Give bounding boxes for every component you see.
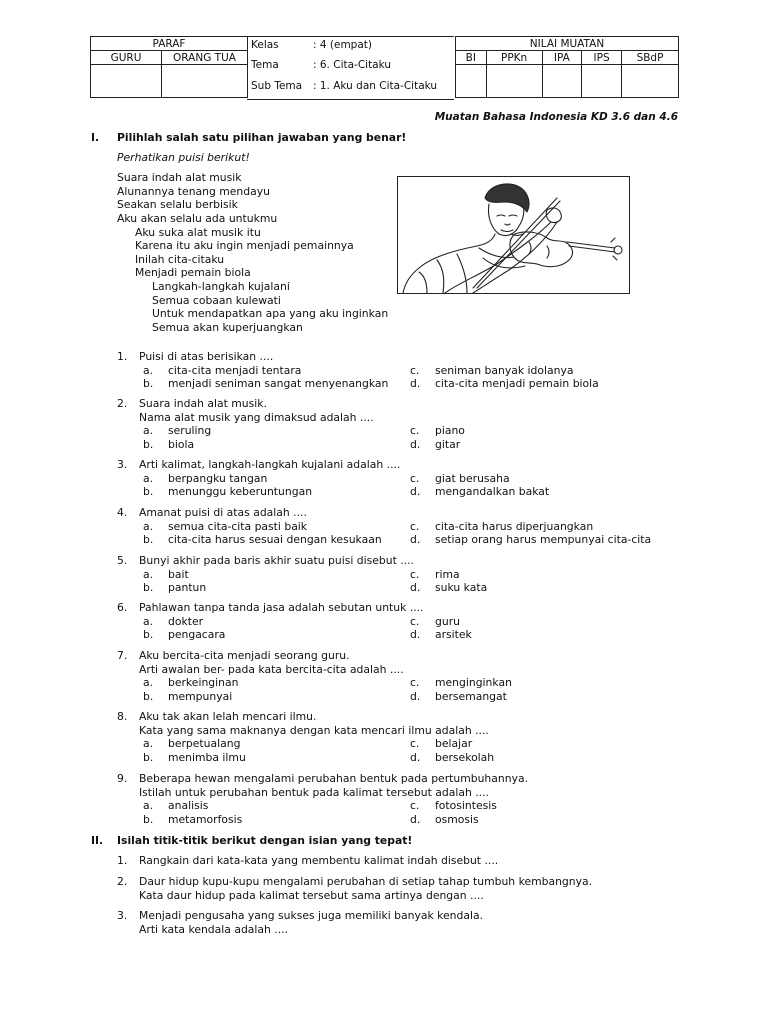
guru-signature-cell[interactable]: [91, 65, 162, 98]
option-b[interactable]: mempunyai: [168, 689, 233, 703]
question-number: 9.: [117, 772, 128, 785]
option-letter-d: d.: [410, 689, 421, 703]
subtema-label: Sub Tema: [251, 80, 303, 92]
violinist-illustration: [397, 176, 630, 294]
question-text: Beberapa hewan mengalami perubahan bentuk pada pertumbuhannya.: [139, 772, 529, 785]
option-letter-a: a.: [143, 614, 154, 628]
tema-row: [251, 58, 391, 72]
question-text: Arti kalimat, langkah-langkah kujalani adalah ....: [139, 458, 401, 471]
option-letter-c: c.: [410, 519, 420, 533]
paraf-heading: PARAF: [91, 37, 248, 51]
paraf-table: [90, 36, 248, 98]
option-d[interactable]: cita-cita menjadi pemain biola: [435, 377, 599, 390]
kelas-label: Kelas: [251, 39, 279, 51]
option-b[interactable]: metamorfosis: [168, 812, 243, 826]
option-letter-b: b.: [143, 812, 154, 826]
option-a[interactable]: cita-cita menjadi tentara: [168, 363, 302, 377]
option-c[interactable]: fotosintesis: [435, 799, 497, 812]
question-text: Kata daur hidup pada kalimat tersebut sama artinya dengan ....: [139, 888, 484, 902]
option-letter-d: d.: [410, 377, 421, 390]
option-c[interactable]: guru: [435, 614, 460, 628]
option-letter-d: d.: [410, 628, 421, 641]
question-text: Arti kata kendala adalah ....: [139, 922, 289, 936]
subtema-value: : 1. Aku dan Cita-Citaku: [313, 80, 438, 92]
option-d[interactable]: osmosis: [435, 812, 479, 826]
question-text: Suara indah alat musik.: [139, 397, 267, 410]
question-text: Arti awalan ber- pada kata bercita-cita adalah ....: [139, 662, 404, 676]
nilai-muatan-table: [455, 36, 679, 98]
option-c[interactable]: cita-cita harus diperjuangkan: [435, 519, 594, 533]
option-letter-b: b.: [143, 581, 154, 594]
orang-tua-signature-cell[interactable]: [162, 65, 248, 98]
question-text: Aku tak akan lelah mencari ilmu.: [139, 710, 317, 723]
option-a[interactable]: berkeinginan: [168, 676, 239, 689]
question-text: Pahlawan tanpa tanda jasa adalah sebutan untuk ....: [139, 601, 424, 614]
option-a[interactable]: bait: [168, 567, 189, 581]
option-letter-d: d.: [410, 581, 421, 594]
kelas-value: : 4 (empat): [313, 39, 372, 51]
option-b[interactable]: menimba ilmu: [168, 750, 246, 764]
poem-line: Semua akan kuperjuangkan: [152, 321, 303, 334]
option-d[interactable]: gitar: [435, 437, 461, 451]
question-number: 6.: [117, 601, 128, 614]
option-letter-a: a.: [143, 519, 154, 533]
score-cell-ppkn[interactable]: [486, 65, 542, 98]
option-letter-b: b.: [143, 689, 154, 703]
question-text: Istilah untuk perubahan bentuk pada kalimat tersebut adalah ....: [139, 785, 489, 799]
option-a[interactable]: seruling: [168, 424, 212, 437]
option-letter-a: a.: [143, 737, 154, 750]
option-d[interactable]: setiap orang harus mempunyai cita-cita: [435, 533, 652, 546]
score-cell-ipa[interactable]: [542, 65, 582, 98]
option-b[interactable]: pengacara: [168, 628, 226, 641]
poem-line: Suara indah alat musik: [117, 171, 242, 184]
poem-instruction: Perhatikan puisi berikut!: [117, 151, 250, 164]
option-letter-a: a.: [143, 471, 154, 485]
poem-line: Untuk mendapatkan apa yang aku inginkan: [152, 307, 389, 320]
option-d[interactable]: arsitek: [435, 628, 472, 641]
option-b[interactable]: pantun: [168, 581, 207, 594]
option-letter-c: c.: [410, 567, 420, 581]
question-number: 8.: [117, 710, 128, 723]
option-letter-c: c.: [410, 363, 420, 377]
option-a[interactable]: berpetualang: [168, 737, 241, 750]
score-cell-ips[interactable]: [582, 65, 622, 98]
class-info-box: [247, 36, 454, 100]
option-b[interactable]: menjadi seniman sangat menyenangkan: [168, 377, 389, 390]
section1-title: Pilihlah salah satu pilihan jawaban yang benar!: [117, 131, 407, 144]
option-letter-c: c.: [410, 424, 420, 437]
option-c[interactable]: rima: [435, 567, 460, 581]
guru-heading: GURU: [91, 51, 162, 65]
subject-ips: IPS: [582, 51, 622, 65]
question-number: 3.: [117, 458, 128, 471]
option-letter-c: c.: [410, 471, 420, 485]
poem-line: Aku suka alat musik itu: [135, 226, 261, 239]
option-letter-a: a.: [143, 567, 154, 581]
option-letter-a: a.: [143, 363, 154, 377]
option-b[interactable]: cita-cita harus sesuai dengan kesukaan: [168, 533, 382, 546]
option-letter-b: b.: [143, 533, 154, 546]
section2-title: Isilah titik-titik berikut dengan isian yang tepat!: [117, 834, 413, 847]
option-c[interactable]: menginginkan: [435, 676, 512, 689]
option-d[interactable]: bersekolah: [435, 750, 495, 764]
option-c[interactable]: belajar: [435, 737, 473, 750]
question-text: Menjadi pengusaha yang sukses juga memiliki banyak kendala.: [139, 909, 484, 922]
question-number: 1.: [117, 854, 128, 867]
option-letter-c: c.: [410, 676, 420, 689]
option-c[interactable]: giat berusaha: [435, 471, 510, 485]
question-text: Puisi di atas berisikan ....: [139, 350, 274, 363]
option-letter-b: b.: [143, 377, 154, 390]
question-text: Amanat puisi di atas adalah ....: [139, 506, 307, 519]
poem-line: Aku akan selalu ada untukmu: [117, 212, 278, 225]
question-text: Rangkain dari kata-kata yang membentu kalimat indah disebut ....: [139, 854, 499, 867]
option-b[interactable]: menunggu keberuntungan: [168, 485, 313, 498]
poem-line: Inilah cita-citaku: [135, 253, 225, 266]
nilai-muatan-heading: NILAI MUATAN: [456, 37, 679, 51]
score-cell-sbdp[interactable]: [622, 65, 679, 98]
subject-ipa: IPA: [542, 51, 582, 65]
option-b[interactable]: biola: [168, 437, 195, 451]
question-text: Bunyi akhir pada baris akhir suatu puisi disebut ....: [139, 554, 414, 567]
tema-label: Tema: [251, 59, 279, 71]
option-d[interactable]: mengandalkan bakat: [435, 485, 550, 498]
subtema-row: [251, 79, 437, 93]
score-cell-bi[interactable]: [456, 65, 487, 98]
question-number: 7.: [117, 649, 128, 662]
option-c[interactable]: piano: [435, 424, 465, 437]
option-a[interactable]: berpangku tangan: [168, 471, 268, 485]
option-a[interactable]: semua cita-cita pasti baik: [168, 519, 308, 533]
option-letter-c: c.: [410, 614, 420, 628]
question-number: 3.: [117, 909, 128, 922]
option-letter-d: d.: [410, 812, 421, 826]
question-text: Daur hidup kupu-kupu mengalami perubahan di setiap tahap tumbuh kembangnya.: [139, 875, 593, 888]
poem-line: Semua cobaan kulewati: [152, 294, 281, 307]
question-text: Aku bercita-cita menjadi seorang guru.: [139, 649, 350, 662]
option-letter-d: d.: [410, 437, 421, 451]
option-letter-b: b.: [143, 485, 154, 498]
option-d[interactable]: suku kata: [435, 581, 488, 594]
question-text: Nama alat musik yang dimaksud adalah ....: [139, 410, 374, 424]
tema-value: : 6. Cita-Citaku: [313, 59, 392, 71]
option-letter-c: c.: [410, 799, 420, 812]
poem-line: Karena itu aku ingin menjadi pemainnya: [135, 239, 354, 252]
question-number: 1.: [117, 350, 128, 363]
muatan-note: Muatan Bahasa Indonesia KD 3.6 dan 4.6: [434, 111, 678, 123]
orang-tua-heading: ORANG TUA: [162, 51, 248, 65]
question-number: 2.: [117, 875, 128, 888]
option-letter-d: d.: [410, 533, 421, 546]
option-letter-b: b.: [143, 628, 154, 641]
poem-line: Menjadi pemain biola: [135, 266, 251, 279]
option-c[interactable]: seniman banyak idolanya: [435, 363, 574, 377]
section2-number: II.: [91, 834, 104, 847]
kelas-row: [251, 38, 372, 52]
option-a[interactable]: analisis: [168, 799, 209, 812]
option-letter-c: c.: [410, 737, 420, 750]
option-letter-a: a.: [143, 424, 154, 437]
subject-sbdp: SBdP: [622, 51, 679, 65]
option-a[interactable]: dokter: [168, 614, 204, 628]
option-letter-d: d.: [410, 485, 421, 498]
option-letter-b: b.: [143, 750, 154, 764]
poem-line: Seakan selalu berbisik: [117, 198, 238, 211]
question-number: 5.: [117, 554, 128, 567]
subject-ppkn: PPKn: [486, 51, 542, 65]
option-letter-d: d.: [410, 750, 421, 764]
poem-line: Langkah-langkah kujalani: [152, 280, 290, 293]
poem-line: Alunannya tenang mendayu: [117, 185, 270, 198]
option-letter-b: b.: [143, 437, 154, 451]
section1-number: I.: [91, 131, 100, 144]
option-letter-a: a.: [143, 676, 154, 689]
subject-bi: BI: [456, 51, 487, 65]
option-letter-a: a.: [143, 799, 154, 812]
question-text: Kata yang sama maknanya dengan kata mencari ilmu adalah ....: [139, 723, 489, 737]
question-number: 4.: [117, 506, 128, 519]
question-number: 2.: [117, 397, 128, 410]
option-d[interactable]: bersemangat: [435, 689, 507, 703]
